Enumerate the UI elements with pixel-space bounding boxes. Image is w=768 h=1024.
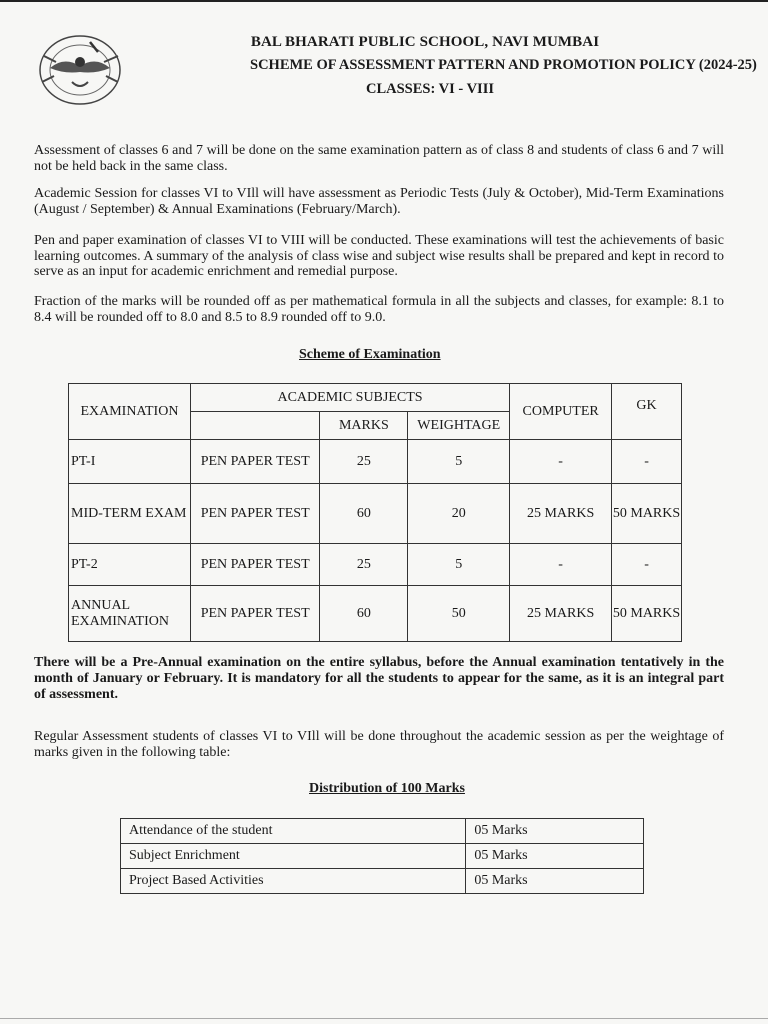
exam-mode: PEN PAPER TEST — [190, 440, 320, 484]
exam-weightage: 20 — [408, 484, 510, 544]
distribution-item: Project Based Activities — [121, 869, 466, 894]
paragraph-promotion: Assessment of classes 6 and 7 will be done on the same examination pattern as of class 8 and students of class 6 and 7 will not be held back in the same class. — [34, 143, 724, 174]
school-logo-icon — [34, 28, 126, 108]
exam-computer: - — [510, 544, 612, 586]
scan-edge-bottom — [0, 1018, 768, 1019]
exam-mode: PEN PAPER TEST — [190, 586, 320, 642]
table-row — [121, 844, 644, 869]
header-computer: COMPUTER — [510, 384, 612, 440]
exam-weightage: 5 — [408, 440, 510, 484]
regular-assessment-note: Regular Assessment students of classes VI to VIll will be done throughout the academic session as per the weightage of marks given in the following table: — [34, 729, 724, 760]
distribution-table — [120, 818, 644, 894]
exam-name: PT-I — [69, 440, 191, 484]
exam-marks: 25 — [320, 544, 408, 586]
table-row — [121, 869, 644, 894]
scheme-title: SCHEME OF ASSESSMENT PATTERN AND PROMOTION POLICY (2024-25) — [250, 57, 757, 73]
exam-mode: PEN PAPER TEST — [190, 544, 320, 586]
scheme-of-examination-title: Scheme of Examination — [299, 347, 441, 362]
exam-computer: - — [510, 440, 612, 484]
exam-gk: - — [612, 440, 682, 484]
exam-gk: 50 MARKS — [612, 484, 682, 544]
exam-marks: 60 — [320, 586, 408, 642]
exam-weightage: 5 — [408, 544, 510, 586]
table-row — [69, 484, 682, 544]
exam-mode: PEN PAPER TEST — [190, 484, 320, 544]
exam-marks: 60 — [320, 484, 408, 544]
distribution-marks: 05 Marks — [466, 844, 644, 869]
paragraph-rounding: Fraction of the marks will be rounded off as per mathematical formula in all the subjects and classes, for example: 8.1 to 8.4 will be rounded off to 8.0 and 8.5 to 8.9 rounded off to 9.0. — [34, 294, 724, 325]
table-header-row — [69, 384, 682, 412]
document-header — [120, 34, 757, 98]
exam-name: ANNUAL EXAMINATION — [69, 586, 191, 642]
header-marks: MARKS — [320, 412, 408, 440]
header-mode-blank — [190, 412, 320, 440]
distribution-title: Distribution of 100 Marks — [309, 781, 465, 796]
paragraph-session: Academic Session for classes VI to VIll will have assessment as Periodic Tests (July & October), Mid-Term Examinations (August / September) & Annual Examinations (February/March). — [34, 186, 724, 217]
exam-marks: 25 — [320, 440, 408, 484]
exam-computer: 25 MARKS — [510, 586, 612, 642]
school-name: BAL BHARATI PUBLIC SCHOOL, NAVI MUMBAI — [250, 34, 600, 50]
header-weightage: WEIGHTAGE — [408, 412, 510, 440]
header-examination: EXAMINATION — [69, 384, 191, 440]
pre-annual-note: There will be a Pre-Annual examination on the entire syllabus, before the Annual examination tentatively in the month of January or February. It is mandatory for all the students to appear for the same, as it is an integral part of assessment. — [34, 655, 724, 702]
distribution-item: Subject Enrichment — [121, 844, 466, 869]
examination-table — [68, 383, 682, 642]
header-academic-subjects: ACADEMIC SUBJECTS — [190, 384, 509, 412]
distribution-marks: 05 Marks — [466, 869, 644, 894]
table-row — [69, 586, 682, 642]
table-row — [69, 440, 682, 484]
exam-name: MID-TERM EXAM — [69, 484, 191, 544]
classes-title: CLASSES: VI - VIII — [365, 81, 494, 97]
exam-weightage: 50 — [408, 586, 510, 642]
exam-name: PT-2 — [69, 544, 191, 586]
exam-gk: 50 MARKS — [612, 586, 682, 642]
table-row — [69, 544, 682, 586]
header-gk: GK — [612, 384, 682, 440]
table-row — [121, 819, 644, 844]
distribution-marks: 05 Marks — [466, 819, 644, 844]
exam-computer: 25 MARKS — [510, 484, 612, 544]
distribution-item: Attendance of the student — [121, 819, 466, 844]
paragraph-pen-paper: Pen and paper examination of classes VI to VIII will be conducted. These examinations will test the achievements of basic learning outcomes. A summary of the analysis of class wise and subject wise results shall be prepared and kept in record to serve as an input for academic enrichment and remedial purpose. — [34, 233, 724, 279]
exam-gk: - — [612, 544, 682, 586]
scan-edge-top — [0, 0, 768, 2]
